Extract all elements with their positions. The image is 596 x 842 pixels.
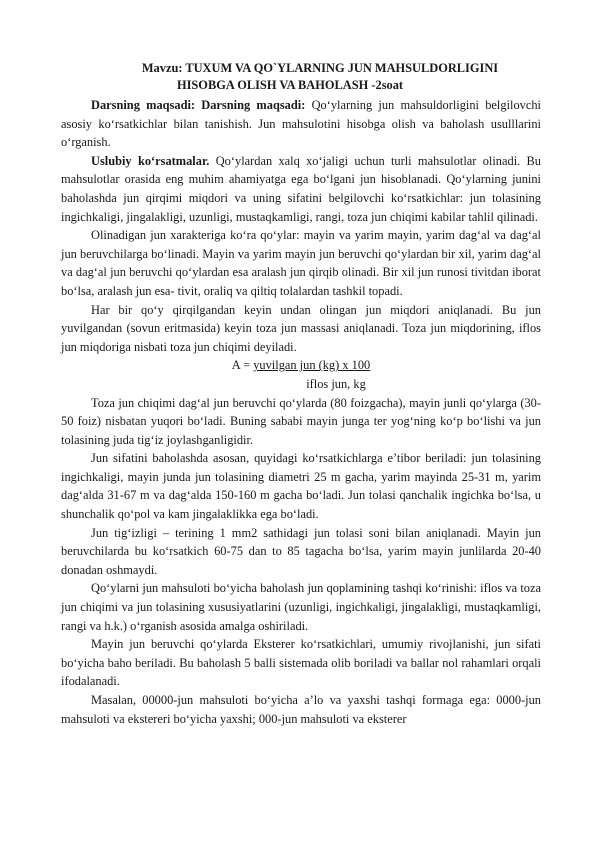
document-body [61,96,541,728]
formula-denominator: iflos jun, kg [306,376,366,391]
goal-text: Qo‘ylarning jun mahsuldorligini belgilovchi asosiy ko‘rsatkichlar bilan tanishish. Jun mahsulotini hisobga olish va baholash usulllarini o‘rganish. [61,98,541,150]
paragraph-clean-yield: Toza jun chiqimi dag‘al jun beruvchi qo‘ylarda (80 foizgacha), mayin junli qo‘ylarga (30-50 foiz) nisbatan yuqori bo‘ladi. Buning sababi mayin junga ter yog‘ning ko‘p bo‘lishi va jun tolasining juda tig‘iz joylashganligidir. [61,395,541,447]
guidelines-text: Qo‘ylardan xalq xo‘jaligi uchun turli mahsulotlar olinadi. Bu mahsulotlar orasida eng muhim ahamiyatga ega bo‘lgani jun hisoblanadi. Qo‘ylarning junini baholashda jun qirqimi miqdori va uning sifatini belgilovchi ko‘rsatkichlar: jun tolasining ingichkaligi, jingalakligi, uzunligi, mustaqkamligi, rangi, toza jun chiqimi kabilar tahlil qilinadi. [61,153,542,224]
paragraph-example: Masalan, 00000-jun mahsuloti bo‘yicha a’lo va yaxshi tashqi formaga ega: 0000-jun mahsuloti va ekstereri bo‘yicha yaxshi; 000-jun mahsuloti va eksterer [61,693,541,726]
formula-numerator: yuvilgan jun (kg) x 100 [253,358,371,373]
formula-lhs: A = [231,358,254,373]
paragraph-quality: Jun sifatini baholashda asosan, quyidagi ko‘rsatkichlarga e’tibor beriladi: jun tolasining ingichkaligi, mayin junda jun tolasining diametri 25 m gacha, yarim mayinda 25-31 m, yarim dag‘alda 31-67 m va dag‘alda 150-160 m gacha bo‘ladi. Jun tolasi qanchalik ingichka bo‘lsa, u shunchalik qo‘pol va kam jingalaklikka ega bo‘ladi. [61,451,541,522]
paragraph-wool-types: Olinadigan jun xarakteriga ko‘ra qo‘ylar: mayin va yarim mayin, yarim dag‘al va dag‘al jun beruvchilarga bo‘linadi. Mayin va yarim mayin jun beruvchi qo‘ylardan bir xil, yarim dag‘al va dag‘al jun beruvchi qo‘ylardan esa aralash jun qirqib olinadi. Bir xil jun runosi tivitdan iborat bo‘lsa, aralash jun esa- tivit, oraliq va qiltiq tolalardan tashkil topadi. [61,228,541,298]
paragraph-evaluation: Qo‘ylarni jun mahsuloti bo‘yicha baholash jun qoplamining tashqi ko‘rinishi: iflos va toza jun chiqimi va jun tolasining xususiyatlarini (uzunligi, ingichkaligi, jingalakligi, mustaqkamligi, rangi va h.k.) o‘rganish asosida amalga oshiriladi. [61,581,541,633]
paragraph-goal [61,96,541,152]
paragraph-guidelines [61,152,541,226]
title-line-1: Mavzu: TUXUM VA QO`YLARNING JUN MAHSULDORLIGINI [141,61,499,75]
paragraph-density: Jun tig‘izligi – terining 1 mm2 sathidagi jun tolasi soni bilan aniqlanadi. Mayin jun beruvchilarda bu ko‘rsatkich 60-75 dan to 85 tagacha bo‘lsa, yarim mayin junlilarda 20-40 donadan oshmaydi. [61,525,541,577]
page-title [60,60,536,94]
title-line-2: HISOBGA OLISH VA BAHOLASH -2soat [176,78,404,92]
paragraph-wool-amount: Har bir qo‘y qirqilgandan keyin undan olingan jun miqdori aniqlanadi. Bu jun yuvilgandan (sovun eritmasida) keyin toza jun massasi aniqlanadi. Toza jun miqdorining, iflos jun miqdoriga nisbati toza jun chiqimi deyiladi. [61,302,541,354]
paragraph-exterior: Mayin jun beruvchi qo‘ylarda Eksterer ko‘rsatkichlari, umumiy rivojlanishi, jun sifati bo‘yicha baho beriladi. Bu baholash 5 balli sistemada olib boriladi va ballar nol rahamlari orqali ifodalanadi. [61,637,541,689]
goal-label: Darsning maqsadi: Darsning maqsadi: [91,98,306,112]
guidelines-label: Uslubiy ko‘rsatmalar. [91,153,210,168]
formula [61,356,541,393]
